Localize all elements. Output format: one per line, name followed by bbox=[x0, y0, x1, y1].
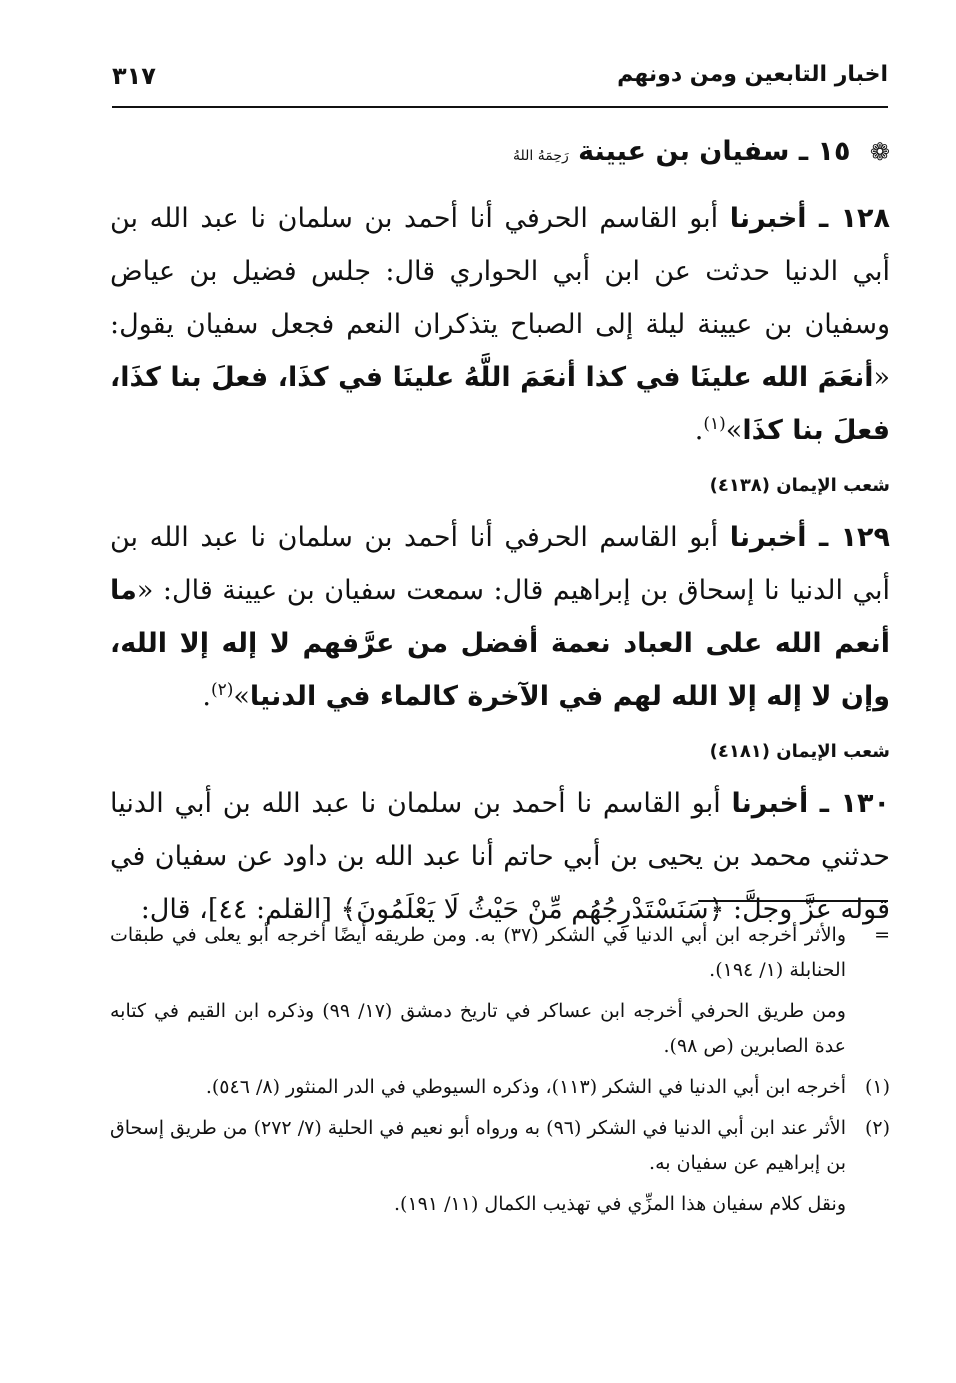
footnote-ref[interactable]: (٢) bbox=[210, 680, 234, 700]
honorific: رَحِمَهُ اللهُ bbox=[513, 148, 569, 164]
entry-quote: ما أنعم الله على العباد نعمة أفضل من عرَّفهم لا إله إلا الله، وإن لا إله إلا الله لهم في الآخرة كالماء في الدنيا bbox=[110, 575, 890, 712]
entry-129 bbox=[110, 511, 890, 723]
footnotes bbox=[110, 918, 890, 1228]
entry-text: أبو القاسم نا أحمد بن سلمان نا عبد الله بن أبي الدنيا حدثني محمد بن يحيى بن أبي حاتم أنا عبد الله بن داود عن سفيان في قوله عزَّ وجلَّ: ﴿سَنَسْتَدْرِجُهُم مِّنْ حَيْثُ لَا يَعْلَمُونَ﴾ [القلم: ٤٤]، قال: bbox=[110, 788, 890, 925]
footnote bbox=[110, 918, 890, 988]
footnote bbox=[110, 1070, 890, 1105]
footnote bbox=[110, 1187, 890, 1222]
entry-lead: ١٢٨ ـ أخبرنا bbox=[729, 203, 891, 234]
entry-lead: ١٢٩ ـ أخبرنا bbox=[729, 522, 891, 553]
entry-end: . bbox=[202, 681, 211, 712]
section-title: ١٥ ـ سفيان بن عيينة bbox=[578, 136, 851, 167]
main-text bbox=[110, 192, 890, 936]
entry-end: . bbox=[694, 415, 704, 446]
footnote-ref[interactable]: (١) bbox=[703, 414, 726, 434]
footnote-text: الأثر عند ابن أبي الدنيا في الشكر (٩٦) به ورواه أبو نعيم في الحلية (٧/ ٢٧٢) من طريق إسحاق بن إبراهيم عن سفيان به. bbox=[110, 1117, 847, 1174]
running-title: اخبار التابعين ومن دونهم bbox=[617, 62, 888, 87]
footnote-text: ونقل كلام سفيان هذا المزِّي في تهذيب الكمال (١١/ ١٩١). bbox=[394, 1193, 846, 1215]
footnote-divider bbox=[698, 900, 888, 902]
quote-close: » bbox=[725, 415, 743, 446]
footnote bbox=[110, 1111, 890, 1181]
footnote-text: ومن طريق الحرفي أخرجه ابن عساكر في تاريخ دمشق (١٧/ ٩٩) وذكره ابن القيم في كتابه عدة الصابرين (ص ٩٨). bbox=[110, 1000, 846, 1057]
entry-quote: أنعَمَ الله علينَا في كذا أنعَمَ اللَّهُ علينَا في كذَا، فعلَ بنا كذَا، فعلَ بنا كذَا bbox=[110, 362, 890, 446]
source-citation: شعب الإيمان (٤١٨١) bbox=[709, 741, 890, 762]
page-header bbox=[112, 58, 888, 108]
entry-text: أبو القاسم الحرفي أنا أحمد بن سلمان نا عبد الله بن أبي الدنيا حدثت عن ابن أبي الحواري قال: جلس فضيل بن عياض وسفيان بن عيينة ليلة إلى الصباح يتذكران النعم فجعل سفيان يقول: « bbox=[110, 203, 890, 393]
footnote bbox=[110, 994, 890, 1064]
section-heading bbox=[110, 136, 890, 167]
flower-icon: ❁ bbox=[869, 138, 890, 166]
quote-close: » bbox=[233, 681, 250, 712]
footnote-mark: = bbox=[874, 924, 890, 946]
page-number: ٣١٧ bbox=[112, 62, 156, 90]
entry-128 bbox=[110, 192, 890, 457]
entry-text: أبو القاسم الحرفي أنا أحمد بن سلمان نا عبد الله بن أبي الدنيا نا إسحاق بن إبراهيم قال: سمعت سفيان بن عيينة قال: « bbox=[110, 522, 890, 606]
entry-130 bbox=[110, 777, 890, 936]
entry-lead: ١٣٠ ـ أخبرنا bbox=[731, 788, 890, 819]
footnote-mark: (١) bbox=[864, 1076, 890, 1098]
footnote-text: والأثر أخرجه ابن أبي الدنيا في الشكر (٣٧) به. ومن طريقه أيضًا أخرجه أبو يعلى في طبقات الحنابلة (١/ ١٩٤). bbox=[110, 924, 846, 981]
footnote-mark: (٢) bbox=[864, 1117, 890, 1139]
footnote-text: أخرجه ابن أبي الدنيا في الشكر (١١٣)، وذكره السيوطي في الدر المنثور (٨/ ٥٤٦). bbox=[205, 1076, 846, 1098]
source-citation: شعب الإيمان (٤١٣٨) bbox=[709, 475, 890, 496]
